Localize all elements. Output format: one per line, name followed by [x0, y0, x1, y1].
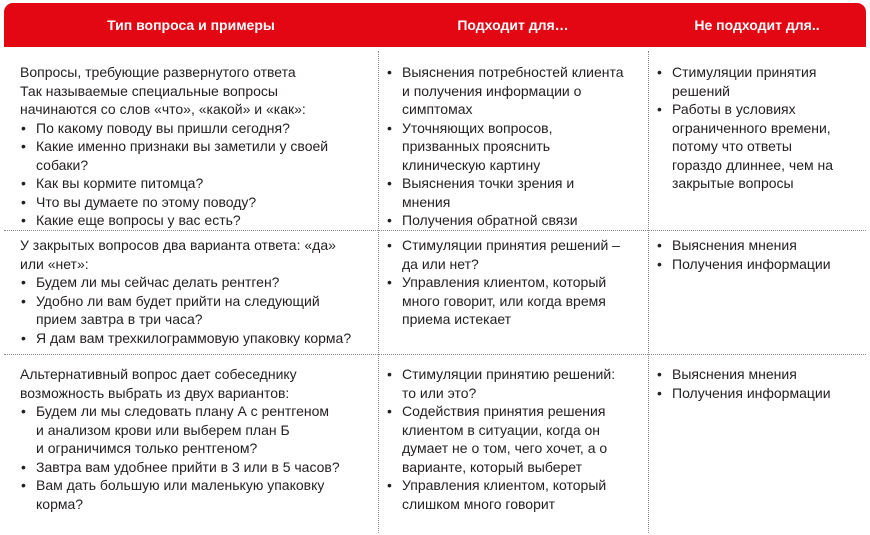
list-item — [20, 211, 372, 230]
list-item-line: • Выяснения мнения — [672, 237, 797, 253]
list-item-line: • Выяснения мнения — [672, 366, 797, 382]
list-item-line: клиническую картину — [402, 156, 541, 173]
list-item — [386, 174, 644, 211]
row-1-unsuitable — [656, 63, 864, 193]
list-item — [656, 255, 864, 274]
comparison-table — [4, 3, 866, 533]
list-item-line: • Выяснения точки зрения и — [402, 175, 575, 191]
list-item-line: • Будем ли мы следовать плану А с рентгеном — [36, 403, 330, 419]
list-item-line: • Какие еще вопросы у вас есть? — [36, 212, 241, 228]
list-item-line: • Что вы думаете по этому поводу? — [36, 193, 257, 210]
table-header — [4, 3, 866, 47]
list-item-line: • Получения информации — [672, 255, 831, 272]
list-item-line: мнения — [402, 193, 451, 210]
list-item-line: и получения информации о — [402, 82, 582, 99]
row-3-question-type — [20, 365, 372, 513]
list-item — [386, 402, 644, 476]
list-item — [20, 476, 372, 513]
row-1-question-type — [20, 63, 372, 230]
list-item-line: • Получения информации — [672, 384, 831, 401]
list-item — [386, 211, 644, 230]
list-item-line: • Содействия принятия решения — [402, 403, 606, 419]
bullet-list — [20, 119, 372, 230]
header-suitable-for: Подходит для… — [457, 17, 569, 33]
question-type-text: Вопросы, требующие развернутого ответа — [20, 64, 296, 80]
bullet-list — [386, 63, 644, 230]
list-item — [386, 119, 644, 175]
header-question-type: Тип вопроса и примеры — [107, 17, 275, 33]
list-item-line: думает не о том, чего хочет, а о — [402, 440, 608, 456]
list-item-line: много говорит, или когда время — [402, 292, 606, 309]
list-item — [386, 273, 644, 329]
list-item — [386, 365, 644, 402]
list-item-line: варианте, который выберет — [402, 458, 583, 475]
list-item — [20, 174, 372, 193]
list-item-line: и ограничимся только рентгеном? — [36, 440, 258, 456]
list-item-line: • Стимуляции принятия — [672, 64, 817, 80]
row-2-question-type — [20, 236, 372, 347]
bullet-list — [386, 365, 644, 513]
list-item-line: • Какие именно признаки вы заметили у своей — [36, 138, 329, 154]
list-item-line: • Работы в условиях — [672, 101, 796, 117]
list-item — [656, 365, 864, 384]
question-type-text: или «нет»: — [20, 255, 89, 272]
row-3-unsuitable — [656, 365, 864, 402]
question-type-text: Альтернативный вопрос дает собеседнику — [20, 366, 297, 382]
list-item-line: • Выяснения потребностей клиента — [402, 64, 624, 80]
bullet-list — [386, 236, 644, 329]
list-item-line: • По какому поводу вы пришли сегодня? — [36, 119, 290, 136]
list-item-line: собаки? — [36, 156, 89, 173]
list-item — [656, 63, 864, 100]
list-item — [656, 236, 864, 255]
list-item — [20, 292, 372, 329]
list-item — [20, 402, 372, 458]
header-not-suitable-for: Не подходит для.. — [694, 17, 820, 33]
list-item — [20, 193, 372, 212]
row-3-suitable — [386, 365, 644, 513]
bullet-list — [656, 63, 864, 193]
row-2-unsuitable — [656, 236, 864, 273]
list-item-line: решений — [672, 82, 730, 99]
bullet-list — [656, 365, 864, 402]
list-item-line: симптомах — [402, 101, 473, 117]
list-item — [656, 100, 864, 193]
list-item — [20, 458, 372, 477]
list-item-line: клиентом в ситуации, когда он — [402, 421, 601, 438]
list-item-line: приема истекает — [402, 311, 512, 327]
column-divider — [378, 51, 380, 533]
list-item-line: прием завтра в три часа? — [36, 311, 203, 327]
list-item-line: • Удобно ли вам будет прийти на следующий — [36, 292, 320, 309]
row-2-suitable — [386, 236, 644, 329]
list-item-line: • Завтра вам удобнее прийти в 3 или в 5 часов? — [36, 458, 340, 475]
question-type-text: Так называемые специальные вопросы — [20, 82, 278, 99]
row-1-suitable — [386, 63, 644, 230]
list-item — [20, 273, 372, 292]
list-item-line: • Управления клиентом, который — [402, 274, 607, 290]
list-item — [386, 236, 644, 273]
list-item — [656, 384, 864, 403]
list-item-line: • Как вы кормите питомца? — [36, 175, 204, 191]
list-item-line: то или это? — [402, 384, 477, 401]
list-item-line: • Вам дать большую или маленькую упаковку — [36, 477, 325, 493]
list-item — [20, 329, 372, 348]
list-item-line: • Будем ли мы сейчас делать рентген? — [36, 274, 280, 290]
list-item-line: и анализом крови или выберем план Б — [36, 421, 290, 438]
list-item-line: слишком много говорит — [402, 495, 556, 512]
bullet-list — [20, 402, 372, 513]
list-item — [386, 476, 644, 513]
list-item-line: призванных прояснить — [402, 138, 551, 154]
list-item-line: да или нет? — [402, 255, 479, 272]
question-type-text: возможность выбрать из двух вариантов: — [20, 384, 290, 401]
list-item-line: • Уточняющих вопросов, — [402, 119, 553, 136]
row-divider — [4, 230, 866, 232]
list-item-line: закрытые вопросы — [672, 175, 794, 191]
list-item-line: • Я дам вам трехкилограммовую упаковку корма? — [36, 329, 352, 346]
list-item-line: гораздо длиннее, чем на — [672, 156, 834, 173]
list-item-line: • Получения обратной связи — [402, 212, 578, 228]
question-type-text: начинаются со слов «что», «какой» и «как»: — [20, 101, 306, 117]
bullet-list — [656, 236, 864, 273]
list-item-line: • Управления клиентом, который — [402, 477, 607, 493]
row-divider — [4, 354, 866, 356]
list-item — [20, 119, 372, 138]
column-divider — [648, 51, 650, 533]
list-item-line: корма? — [36, 495, 84, 512]
list-item — [386, 63, 644, 119]
list-item-line: потому что ответы — [672, 138, 792, 154]
list-item-line: • Стимуляции принятию решений: — [402, 366, 616, 382]
list-item — [20, 137, 372, 174]
bullet-list — [20, 273, 372, 347]
list-item-line: • Стимуляции принятия решений – — [402, 237, 620, 253]
list-item-line: ограниченного времени, — [672, 119, 831, 136]
question-type-text: У закрытых вопросов два варианта ответа: «да» — [20, 237, 336, 253]
